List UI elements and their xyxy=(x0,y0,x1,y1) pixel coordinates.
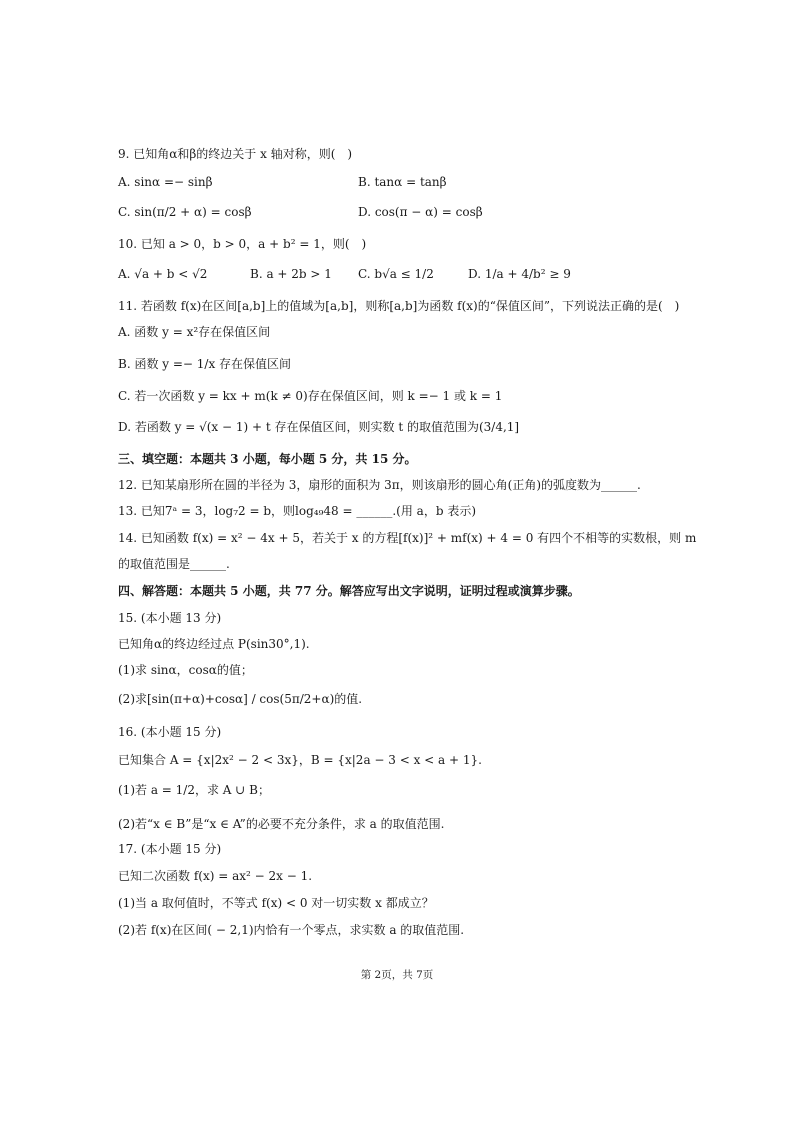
section-fill-in-title: 三、填空题：本题共 3 小题，每小题 5 分，共 15 分。 xyxy=(118,452,417,466)
q10-option-a: A. √a + b < √2 xyxy=(118,267,208,281)
page-footer: 第 2页，共 7页 xyxy=(360,969,434,981)
q12-text: 12. 已知某扇形所在圆的半径为 3，扇形的面积为 3π，则该扇形的圆心角(正角)的弧度数为______. xyxy=(118,478,641,492)
q17-part-2: (2)若 f(x)在区间( − 2,1)内恰有一个零点，求实数 a 的取值范围. xyxy=(118,923,465,937)
q14-line-2: 的取值范围是______. xyxy=(118,557,230,571)
q11-option-a: A. 函数 y = x²存在保值区间 xyxy=(118,325,271,339)
q16-stem: 已知集合 A = {x|2x² − 2 < 3x}，B = {x|2a − 3 < x < a + 1}. xyxy=(118,753,482,767)
q11-option-d: D. 若函数 y = √(x − 1) + t 存在保值区间，则实数 t 的取值范围为(3/4,1] xyxy=(118,420,520,434)
q10-option-c: C. b√a ≤ 1/2 xyxy=(358,267,434,281)
q9-option-a: A. sinα =− sinβ xyxy=(118,175,213,189)
q9-stem: 9. 已知角α和β的终边关于 x 轴对称，则( ) xyxy=(118,147,353,161)
q16-title: 16. (本小题 15 分) xyxy=(118,725,222,739)
q15-part-2: (2)求[sin(π+α)+cosα] / cos(5π/2+α)的值. xyxy=(118,692,363,706)
q17-part-1: (1)当 a 取何值时，不等式 f(x) < 0 对一切实数 x 都成立？ xyxy=(118,896,434,910)
q10-stem: 10. 已知 a > 0，b > 0，a + b² = 1，则( ) xyxy=(118,237,367,251)
section-answer-title: 四、解答题：本题共 5 小题，共 77 分。解答应写出文字说明，证明过程或演算步骤。 xyxy=(118,584,580,598)
q16-part-1: (1)若 a = 1/2，求 A ∪ B； xyxy=(118,783,270,797)
q13-text: 13. 已知7ᵃ = 3，log₇2 = b，则log₄₉48 = ______.(用 a，b 表示) xyxy=(118,504,476,518)
q15-part-1: (1)求 sinα，cosα的值； xyxy=(118,663,253,677)
q14-line-1: 14. 已知函数 f(x) = x² − 4x + 5，若关于 x 的方程[f(x)]² + mf(x) + 4 = 0 有四个不相等的实数根，则 m xyxy=(118,531,697,545)
q10-option-b: B. a + 2b > 1 xyxy=(250,267,332,281)
q11-stem: 11. 若函数 f(x)在区间[a,b]上的值域为[a,b]，则称[a,b]为函数 f(x)的“保值区间”，下列说法正确的是( ) xyxy=(118,299,680,313)
q11-option-b: B. 函数 y =− 1/x 存在保值区间 xyxy=(118,357,292,371)
q9-option-d: D. cos(π − α) = cosβ xyxy=(358,205,483,219)
q16-part-2: (2)若“x ∈ B”是“x ∈ A”的必要不充分条件，求 a 的取值范围. xyxy=(118,817,445,831)
q9-option-c: C. sin(π/2 + α) = cosβ xyxy=(118,205,252,219)
q15-title: 15. (本小题 13 分) xyxy=(118,611,222,625)
q10-option-d: D. 1/a + 4/b² ≥ 9 xyxy=(468,267,571,281)
q17-title: 17. (本小题 15 分) xyxy=(118,842,222,856)
q11-option-c: C. 若一次函数 y = kx + m(k ≠ 0)存在保值区间，则 k =− 1 或 k = 1 xyxy=(118,389,503,403)
q17-stem: 已知二次函数 f(x) = ax² − 2x − 1. xyxy=(118,869,313,883)
q15-stem: 已知角α的终边经过点 P(sin30°,1). xyxy=(118,637,310,651)
q9-option-b: B. tanα = tanβ xyxy=(358,175,447,189)
